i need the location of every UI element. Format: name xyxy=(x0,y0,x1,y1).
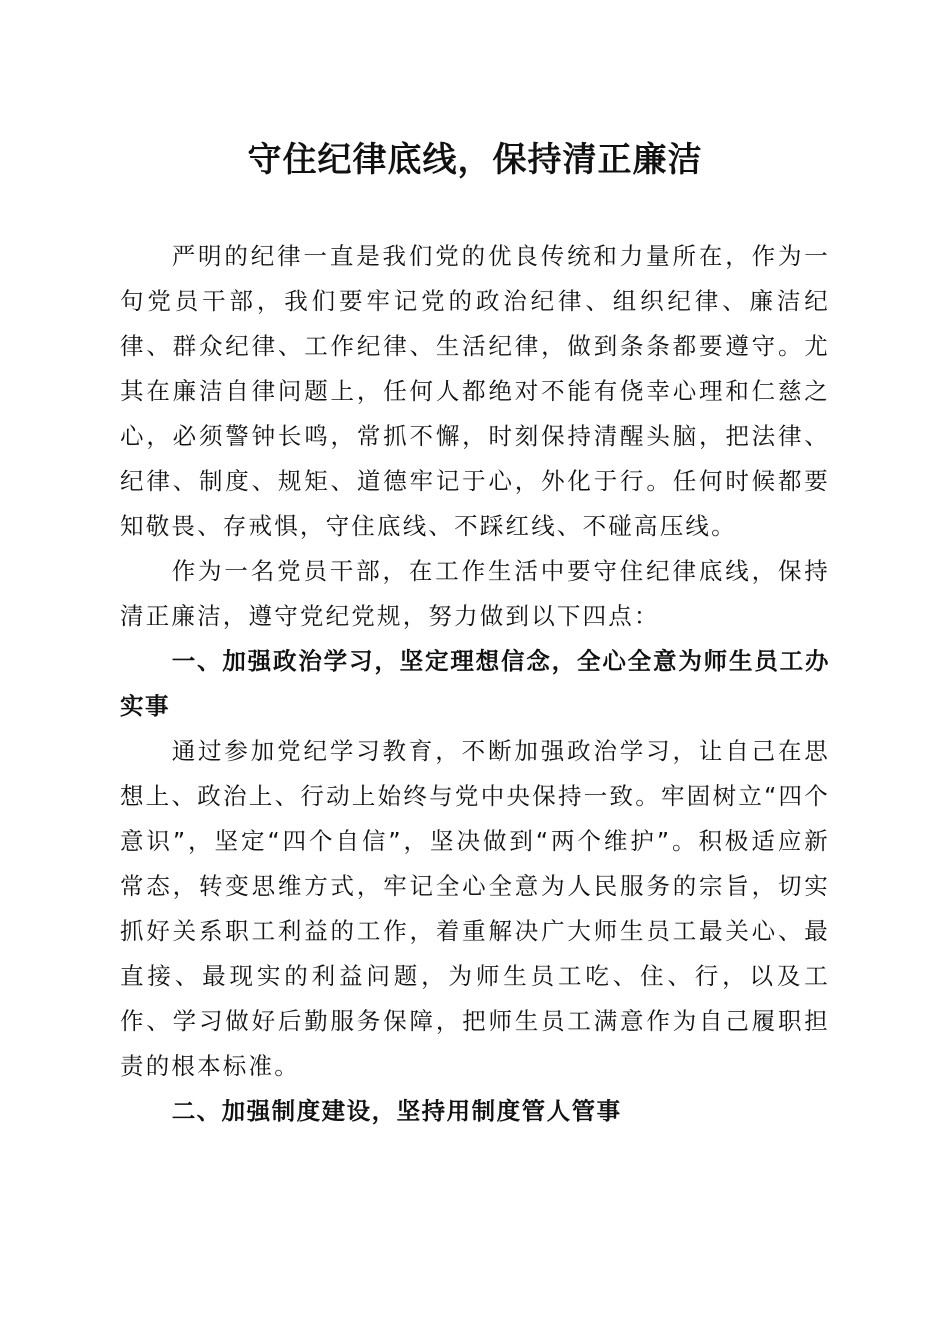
document-body xyxy=(120,234,830,1134)
section-heading-political-study: 一、加强政治学习，坚定理想信念，全心全意为师生员工办实事 xyxy=(120,647,830,720)
section-heading-system-building: 二、加强制度建设，坚持用制度管人管事 xyxy=(171,1097,622,1125)
paragraph-four-points-intro: 作为一名党员干部，在工作生活中要守住纪律底线，保持清正廉洁，遵守党纪党规，努力做到以下四点： xyxy=(120,557,830,630)
document-title: 守住纪律底线，保持清正廉洁 xyxy=(247,140,703,180)
paragraph-political-study: 通过参加党纪学习教育，不断加强政治学习，让自己在思想上、政治上、行动上始终与党中央保持一致。牢固树立“四个意识”，坚定“四个自信”，坚决做到“两个维护”。积极适应新常态，转变思维方式，牢记全心全意为人民服务的宗旨，切实抓好关系职工利益的工作，着重解决广大师生员工最关心、最直接、最现实的利益问题，为师生员工吃、住、行，以及工作、学习做好后勤服务保障，把师生员工满意作为自己履职担责的根本标准。 xyxy=(120,737,830,1080)
paragraph-discipline-tradition: 严明的纪律一直是我们党的优良传统和力量所在，作为一句党员干部，我们要牢记党的政治纪律、组织纪律、廉洁纪律、群众纪律、工作纪律、生活纪律，做到条条都要遵守。尤其在廉洁自律问题上，任何人都绝对不能有侥幸心理和仁慈之心，必须警钟长鸣，常抓不懈，时刻保持清醒头脑，把法律、纪律、制度、规矩、道德牢记于心，外化于行。任何时候都要知敬畏、存戒惧，守住底线、不踩红线、不碰高压线。 xyxy=(120,242,830,540)
